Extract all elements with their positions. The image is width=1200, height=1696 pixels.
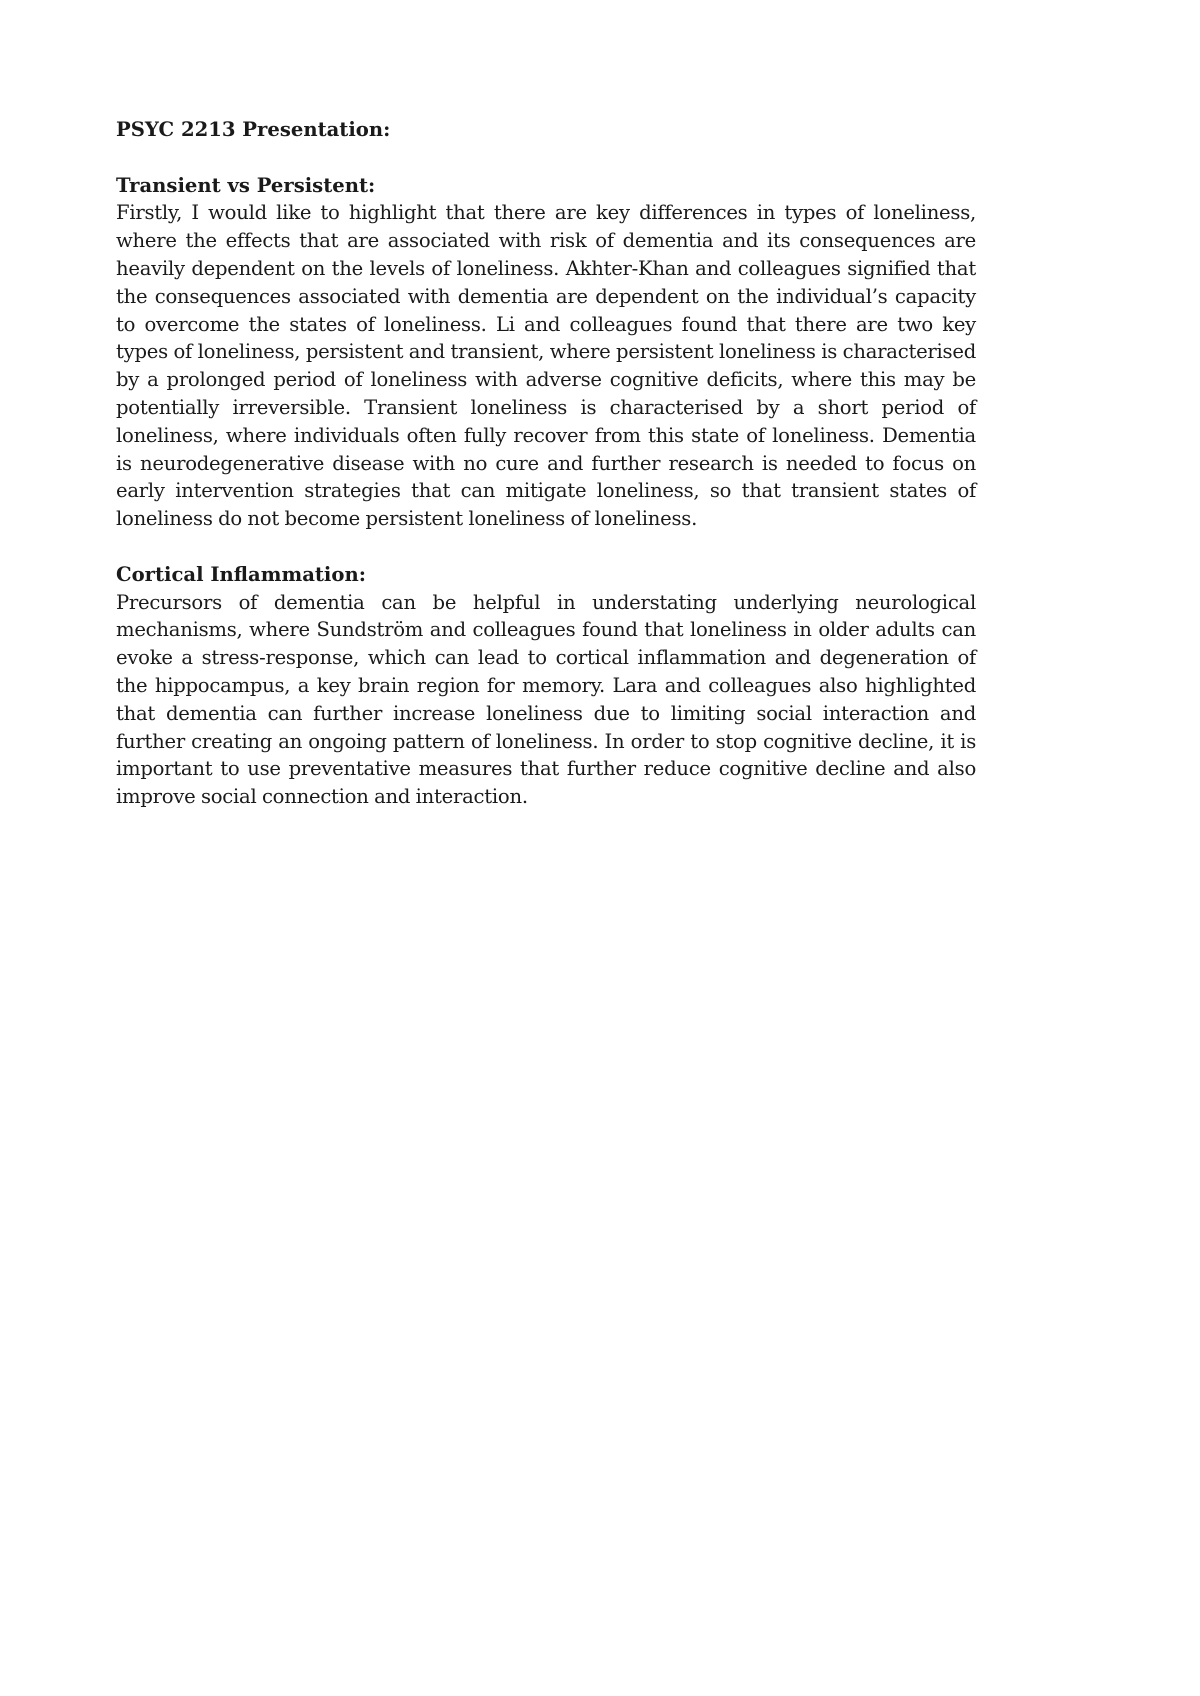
section-body-cortical-inflammation: Precursors of dementia can be helpful in understating underlying neurological mechanisms, where Sundström and colleagues found that loneliness in older adults can evoke a stress-response, which can lead to cortical inflammation and degeneration of the hippocampus, a key brain region for memory. Lara and colleagues also highlighted that dementia can further increase loneliness due to limiting social interaction and further creating an ongoing pattern of loneliness. In order to stop cognitive decline, it is important to use preventative measures that further reduce cognitive decline and also improve social connection and interaction. (116, 590, 976, 809)
section-body-transient-vs-persistent: Firstly, I would like to highlight that there are key differences in types of loneliness, where the effects that are associated with risk of dementia and its consequences are heavily dependent on the levels of loneliness. Akhter-Khan and colleagues signified that the consequences associated with dementia are dependent on the individual’s capacity to overcome the states of loneliness. Li and colleagues found that there are two key types of loneliness, persistent and transient, where persistent loneliness is characterised by a prolonged period of loneliness with adverse cognitive deficits, where this may be potentially irreversible. Transient loneliness is characterised by a short period of loneliness, where individuals often fully recover from this state of loneliness. Dementia is neurodegenerative disease with no cure and further research is needed to focus on early intervention strategies that can mitigate loneliness, so that transient states of loneliness do not become persistent loneliness of loneliness. (116, 201, 976, 531)
document-title: PSYC 2213 Presentation: (116, 118, 391, 141)
section-heading-transient-vs-persistent: Transient vs Persistent: (116, 173, 376, 197)
section-heading-cortical-inflammation: Cortical Inflammation: (116, 562, 366, 586)
document-content (116, 116, 976, 839)
